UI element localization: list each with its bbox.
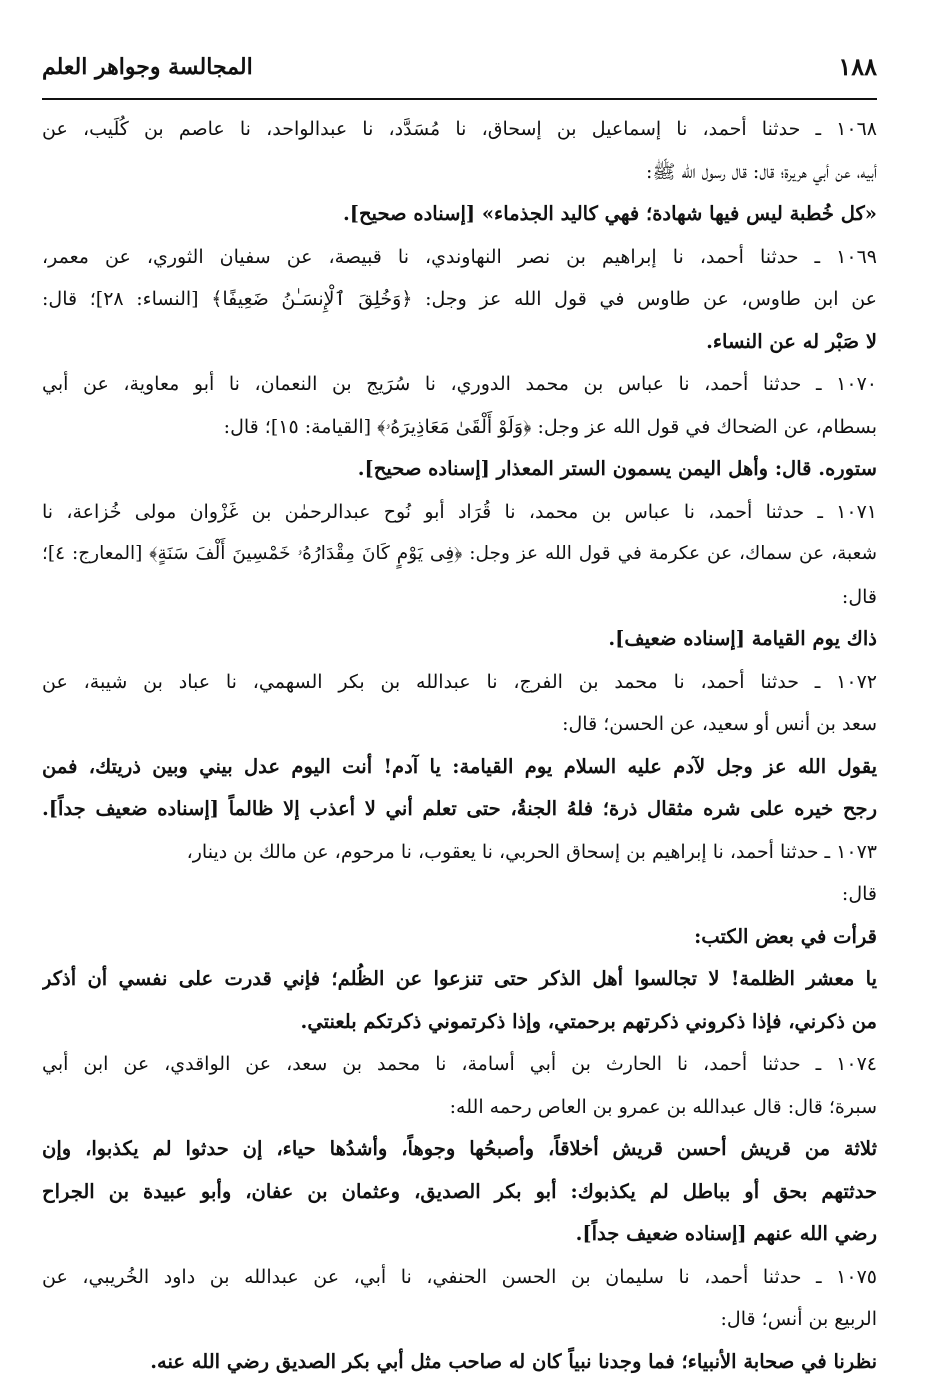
text-line: ستوره. قال: وأهل اليمن يسمون الستر المعذار [إسناده صحيح].: [357, 457, 877, 480]
text-line: سبرة؛ قال: قال عبدالله بن عمرو بن العاص رحمه الله:: [449, 1095, 877, 1118]
text-line: ١٠٧١ ـ حدثنا أحمد، نا عباس بن محمد، نا قُرَاد أبو نُوح عبدالرحمٰن بن غَزْوان مولى خُزاعة، نا: [42, 500, 877, 523]
text-line: ١٠٦٨ ـ حدثنا أحمد، نا إسماعيل بن إسحاق، نا مُسَدَّد، نا عبدالواحد، نا عاصم بن كُلَيب، عن: [42, 118, 877, 140]
text-line: شعبة، عن سماك، عن عكرمة في قول الله عز وجل: ﴿فِى يَوْمٍ كَانَ مِقْدَارُهُۥ خَمْسِينَ أَلْفَ سَنَةٍ﴾ [المعارج: ٤]؛: [42, 543, 877, 564]
text-line: حدثتهم بحق أو بباطل لم يكذبوك: أبو بكر الصديق، وعثمان بن عفان، وأبو عبيدة بن الجراح: [42, 1179, 877, 1203]
page-body: [42, 108, 877, 1383]
text-line: أبيه، عن أبي هريرة؛ قال: قال رسول الله ﷺ:: [646, 160, 877, 183]
text-line: ١٠٧٢ ـ حدثنا أحمد، نا محمد بن الفرج، نا عبدالله بن بكر السهمي، نا عباد بن شيبة، عن: [42, 670, 877, 693]
text-line: نظرنا في صحابة الأنبياء؛ فما وجدنا نبياً كان له صاحب مثل أبي بكر الصديق رضي الله عنه.: [150, 1349, 877, 1373]
text-line: قال:: [841, 585, 877, 608]
running-title: المجالسة وجواهر العلم: [42, 54, 253, 80]
text-line: يا معشر الظلمة! لا تجالسوا أهل الذكر حتى تنزعوا عن الظُلم؛ فإني قدرت على نفسي أن أذكر: [42, 967, 877, 990]
text-line: ١٠٧٣ ـ حدثنا أحمد، نا إبراهيم بن إسحاق الحربي، نا يعقوب، نا مرحوم، عن مالك بن دينار،: [186, 840, 877, 863]
text-line: ١٠٧٤ ـ حدثنا أحمد، نا الحارث بن أبي أسامة، نا محمد بن سعد، عن الواقدي، عن ابن أبي: [42, 1053, 877, 1075]
text-line: عن ابن طاوس، عن طاوس في قول الله عز وجل: ﴿وَخُلِقَ ٱلْإِنسَـٰنُ ضَعِيفًا﴾ [النساء: ٢٨]؛ قال:: [42, 288, 877, 310]
text-line: ١٠٧٥ ـ حدثنا أحمد، نا سليمان بن الحسن الحنفي، نا أبي، عن عبدالله بن داود الخُريبي، عن: [42, 1265, 877, 1288]
text-line: سعد بن أنس أو سعيد، عن الحسن؛ قال:: [562, 713, 877, 735]
text-line: الربيع بن أنس؛ قال:: [720, 1308, 877, 1330]
text-line: قرأت في بعض الكتب:: [694, 924, 877, 948]
text-line: من ذكرني، فإذا ذكروني ذكرتهم برحمتي، وإذا ذكرتموني ذكرتكم بلعنتي.: [300, 1009, 877, 1033]
text-line: ١٠٦٩ ـ حدثنا أحمد، نا إبراهيم بن نصر النهاوندي، نا قبيصة، عن سفيان الثوري، عن معمر،: [42, 245, 877, 268]
text-line: ذاك يوم القيامة [إسناده ضعيف].: [608, 627, 877, 650]
text-line: ثلاثة من قريش أحسن قريش أخلاقاً، وأصبحُها وجوهاً، وأشدُها حياء، إن حدثوا لم يكذبوا، وإن: [42, 1137, 877, 1160]
text-line: «كل خُطبة ليس فيها شهادة؛ فهي كاليد الجذماء» [إسناده صحيح].: [342, 202, 877, 225]
text-line: رضي الله عنهم [إسناده ضعيف جداً].: [575, 1222, 877, 1245]
page-number: ١٨٨: [838, 52, 877, 81]
text-line: قال:: [841, 883, 877, 905]
page-header: [42, 52, 877, 100]
text-line: رجح خيره على شره مثقال ذرة؛ فلهُ الجنةُ، حتى تعلم أني لا أعذب إلا ظالماً [إسناده ضعيف جداً].: [42, 797, 877, 820]
text-line: يقول الله عز وجل لآدم عليه السلام يوم القيامة: يا آدم! أنت اليوم عدل بيني وبين ذريتك، فمن: [42, 754, 877, 778]
text-line: لا صَبْر له عن النساء.: [706, 329, 877, 353]
text-line: بسطام، عن الضحاك في قول الله عز وجل: ﴿وَلَوْ أَلْقَىٰ مَعَاذِيرَهُۥ﴾ [القيامة: ١٥]؛ قال:: [223, 415, 877, 438]
text-line: ١٠٧٠ ـ حدثنا أحمد، نا عباس بن محمد الدوري، نا سُرَيج بن النعمان، نا أبو معاوية، عن أبي: [42, 373, 877, 395]
